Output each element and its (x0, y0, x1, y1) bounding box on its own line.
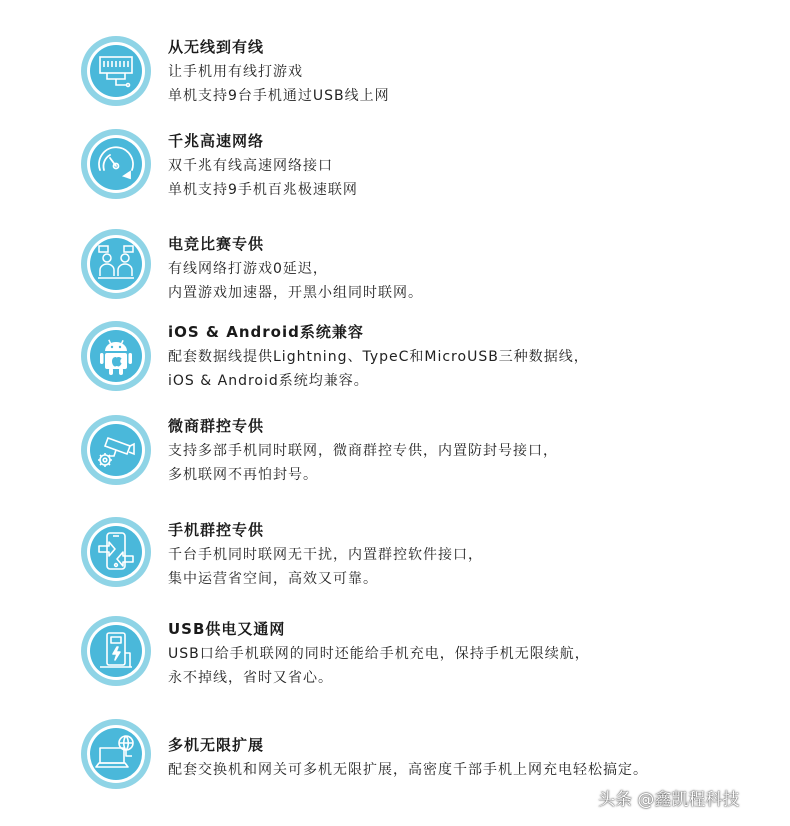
charging-battery-icon (80, 615, 152, 687)
feature-title: 千兆高速网络 (168, 132, 265, 150)
feature-line: 有线网络打游戏0延迟， (168, 261, 328, 277)
feature-line: iOS & Android系统均兼容。 (168, 373, 369, 389)
feature-line: 配套交换机和网关可多机无限扩展，高密度千部手机上网充电轻松搞定。 (168, 762, 648, 778)
feature-line: 配套数据线提供Lightning、TypeC和MicroUSB三种数据线， (168, 349, 589, 365)
feature-line: 让手机用有线打游戏 (168, 64, 303, 80)
feature-title: 从无线到有线 (168, 38, 265, 56)
ethernet-port-icon (80, 35, 152, 107)
feature-title: USB供电又通网 (168, 620, 286, 638)
android-apple-icon (80, 320, 152, 392)
feature-line: 千台手机同时联网无干扰，内置群控软件接口， (168, 547, 483, 563)
feature-line: 单机支持9台手机通过USB线上网 (168, 88, 390, 104)
feature-line: 支持多部手机同时联网，微商群控专供，内置防封号接口， (168, 443, 558, 459)
feature-line: USB口给手机联网的同时还能给手机充电，保持手机无限续航， (168, 646, 590, 662)
feature-line: 多机联网不再怕封号。 (168, 467, 318, 483)
feature-title: iOS & Android系统兼容 (168, 323, 364, 341)
watermark: 头条 @鑫凯程科技 (598, 790, 740, 810)
camera-gear-icon (80, 414, 152, 486)
laptop-globe-icon (80, 718, 152, 790)
speedometer-icon (80, 128, 152, 200)
feature-title: 电竞比赛专供 (168, 235, 265, 253)
feature-line: 集中运营省空间，高效又可靠。 (168, 571, 378, 587)
gamers-icon (80, 228, 152, 300)
feature-line: 内置游戏加速器，开黑小组同时联网。 (168, 285, 423, 301)
feature-title: 微商群控专供 (168, 417, 265, 435)
feature-line: 单机支持9手机百兆极速联网 (168, 182, 358, 198)
feature-line: 永不掉线，省时又省心。 (168, 670, 333, 686)
feature-title: 手机群控专供 (168, 521, 265, 539)
phone-transfer-icon (80, 516, 152, 588)
feature-line: 双千兆有线高速网络接口 (168, 158, 333, 174)
feature-title: 多机无限扩展 (168, 736, 265, 754)
